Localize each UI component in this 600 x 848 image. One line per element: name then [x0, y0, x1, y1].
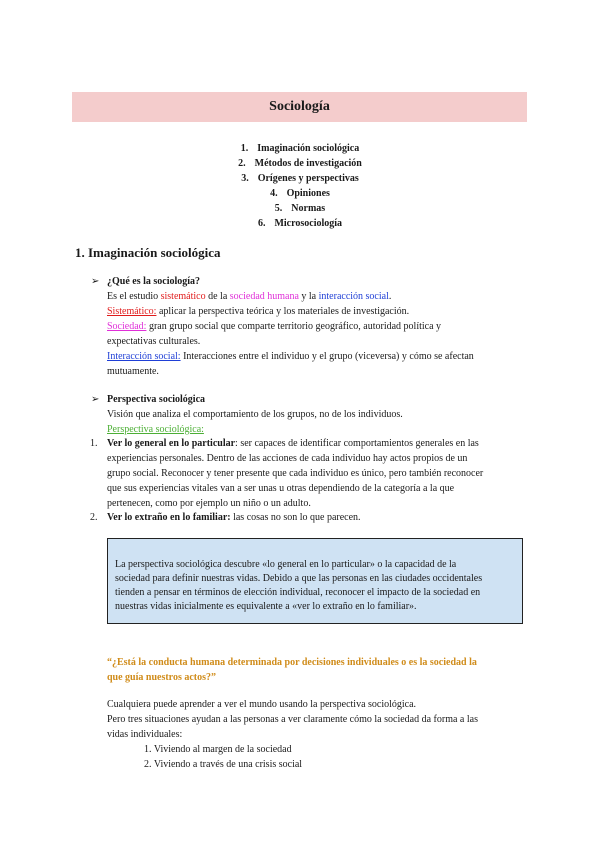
- list-number: 1.: [90, 438, 98, 449]
- sociedad-definition: Sociedad: gran grupo social que comparte territorio geográfico, autoridad política y: [107, 321, 442, 332]
- callout-box: [107, 538, 523, 624]
- sistematico-definition: Sistemático: aplicar la perspectiva teórica y los materiales de investigación.: [107, 306, 410, 317]
- list-item: Ver lo general en lo particular: ser capaces de identificar comportamientos generales en las: [107, 438, 479, 449]
- list-number: 2.: [90, 512, 98, 523]
- toc-item[interactable]: 6. Microsociología: [257, 218, 343, 229]
- toc-item[interactable]: 1. Imaginación sociológica: [240, 143, 360, 154]
- callout-line: La perspectiva sociológica descubre «lo general en lo particular» o la capacidad de la: [115, 559, 457, 570]
- perspectiva-label: Perspectiva sociológica:: [107, 424, 204, 435]
- list-item: Ver lo extraño en lo familiar: las cosas no son lo que parecen.: [107, 512, 361, 523]
- toc-item[interactable]: 3. Orígenes y perspectivas: [241, 173, 359, 184]
- arrow-bullet-icon: ➢: [91, 276, 100, 287]
- sociedad-definition-cont: expectativas culturales.: [107, 336, 201, 347]
- definition-line: Es el estudio sistemático de la sociedad humana y la interacción social.: [107, 291, 392, 302]
- subsection-heading: ¿Qué es la sociología?: [107, 276, 201, 287]
- section-heading: 1. Imaginación sociológica: [75, 245, 221, 260]
- toc-item[interactable]: 5. Normas: [274, 203, 326, 214]
- arrow-bullet-icon: ➢: [91, 394, 100, 405]
- highlighted-question: [107, 655, 527, 685]
- list-item-cont: experiencias personales. Dentro de las acciones de cada individuo hay actos propios de un: [107, 453, 468, 464]
- list-item-cont: que sus experiencias vitales van a ser unas u otras dependiendo de la categoría a la que: [107, 483, 455, 494]
- callout-line: tienden a pensar en términos de elección individual, reconocer el impacto de la sociedad en: [115, 587, 481, 598]
- list-item: 1. Viviendo al margen de la sociedad: [144, 744, 292, 755]
- toc-item[interactable]: 2. Métodos de investigación: [238, 158, 362, 169]
- callout-line: sociedad para definir nuestras vidas. Debido a que las personas en las ciudades occidentales: [115, 573, 483, 584]
- paragraph-line: Pero tres situaciones ayudan a las personas a ver claramente cómo la sociedad da forma a las: [107, 714, 478, 725]
- paragraph-line: vidas individuales:: [107, 729, 183, 740]
- quote-line: que guía nuestros actos?”: [107, 672, 216, 683]
- document-title: Sociología: [269, 99, 330, 114]
- paragraph-line: Cualquiera puede aprender a ver el mundo usando la perspectiva sociológica.: [107, 699, 417, 710]
- subsection-heading: Perspectiva sociológica: [107, 394, 206, 405]
- interaccion-definition-cont: mutuamente.: [107, 366, 159, 377]
- table-of-contents: [0, 141, 600, 231]
- quote-line: “¿Está la conducta humana determinada por decisiones individuales o es la sociedad la: [107, 657, 477, 668]
- callout-line: nuestras vidas inicialmente es equivalente a «ver lo extraño en lo familiar».: [115, 601, 417, 612]
- document-title-band: [72, 92, 527, 122]
- toc-item[interactable]: 4. Opiniones: [270, 188, 330, 199]
- list-item-cont: pertenecen, como por ejemplo un niño o un adulto.: [107, 498, 311, 509]
- interaccion-definition: Interacción social: Interacciones entre el individuo y el grupo (viceversa) y cómo se afectan: [107, 351, 474, 362]
- perspectiva-description: Visión que analiza el comportamiento de los grupos, no de los individuos.: [107, 409, 403, 420]
- list-item-cont: grupo social. Reconocer y tener presente que cada individuo es único, pero también reconocer: [107, 468, 484, 479]
- list-item: 2. Viviendo a través de una crisis social: [144, 759, 303, 770]
